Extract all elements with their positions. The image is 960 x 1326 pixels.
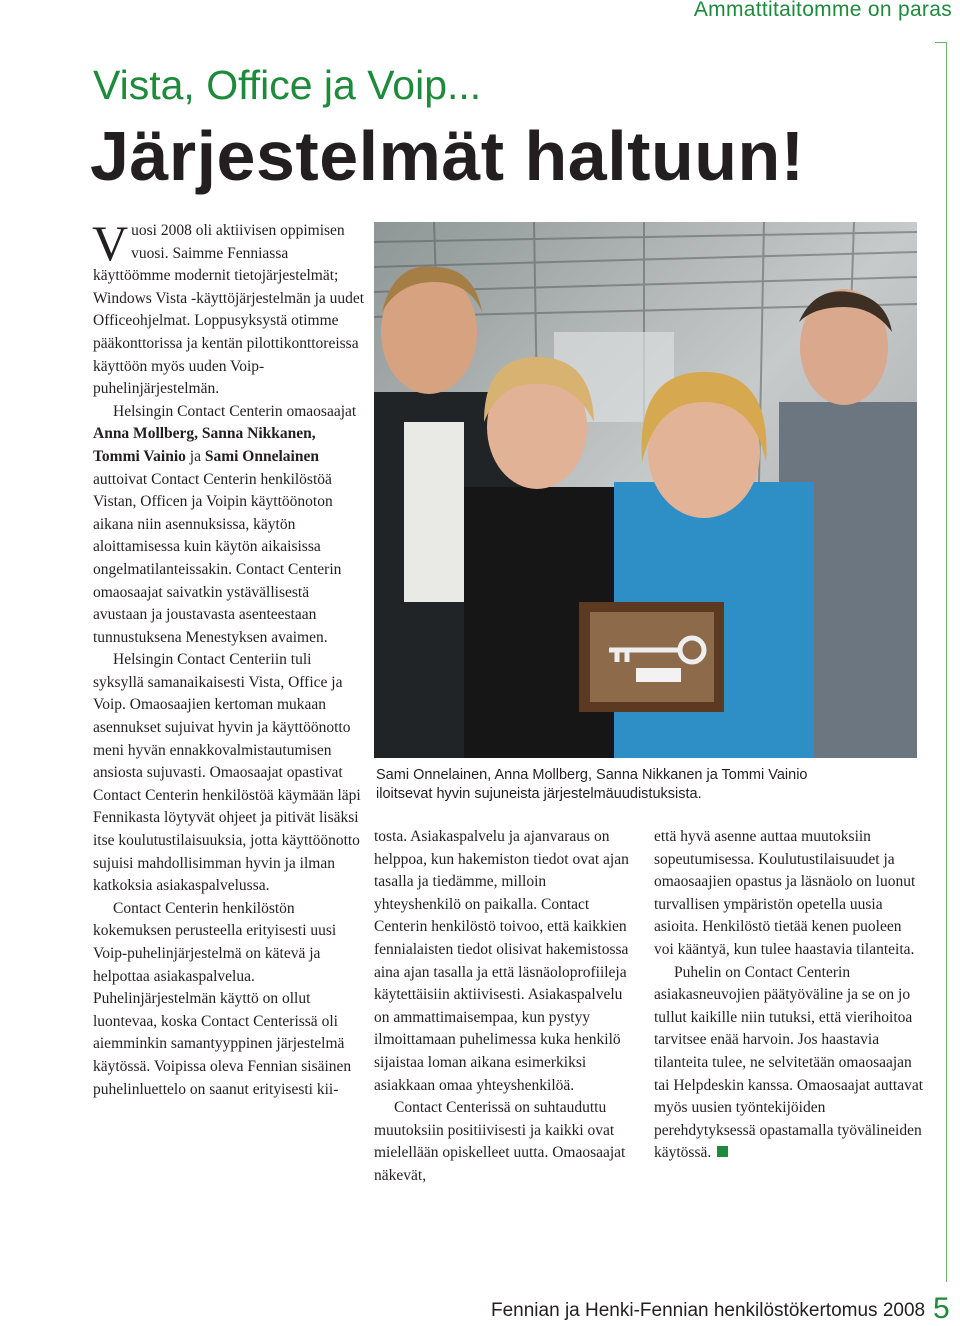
drop-cap: V <box>92 215 129 271</box>
page-number: 5 <box>933 1292 950 1325</box>
paragraph <box>92 215 365 401</box>
article-title: Järjestelmät haltuun! <box>90 117 805 195</box>
section-label: Ammattitaitomme on paras <box>693 0 952 21</box>
paragraph-text: ja <box>185 447 205 465</box>
paragraph <box>654 962 924 1165</box>
paragraph-text: uosi 2008 oli aktiivisen oppimisen vuosi. Saimme Fenniassa käyttöömme modernit tietojärjestelmät; Windows Vista -käyttöjärjestelmän ja uudet Officeohjelmat. Loppusyksystä otimme pääkonttorissa ja kentän pilottikonttoreissa käyttöön myös uuden Voip-puhelinjärjestelmän. <box>93 222 365 398</box>
article-subtitle: Vista, Office ja Voip... <box>93 62 482 108</box>
caption-line: Sami Onnelainen, Anna Mollberg, Sanna Nikkanen ja Tommi Vainio <box>376 767 808 783</box>
article-column-2 <box>374 826 636 1188</box>
paragraph-text: Puhelin on Contact Centerin asiakasneuvojien päätyöväline ja se on jo tullut kaikille niin tutuksi, että vierihoitoa tarvitsee enää harvoin. Jos haastavia tilanteita tulee, ne selvitetään omaosaajan tai Helpdeskin kanssa. Omaosaajat auttavat myös uusien työntekijöiden perehdytyksessä opastamalla työvälineiden käytössä. <box>654 963 924 1162</box>
person-name: Sami Onnelainen <box>204 447 319 465</box>
page-frame-line <box>935 42 947 1282</box>
person-names: Anna Mollberg, Sanna Nikkanen, Tommi Vainio <box>93 425 316 465</box>
article-column-3 <box>654 826 924 1165</box>
paragraph: Contact Centerin henkilöstön kokemuksen perusteella erityisesti uusi Voip-puhelinjärjestelmä on kätevä ja helpottaa asiakaspalvelua. Puhelinjärjestelmän käyttö on ollut luontevaa, koska Contact Centerissä oli aiemminkin samantyyppinen järjestelmä käytössä. Voipissa oleva Fennian sisäinen puhelinluettelo on saanut erityisesti kii- <box>93 899 352 1098</box>
article-column-1 <box>92 215 365 1101</box>
publication-title: Fennian ja Henki-Fennian henkilöstökertomus 2008 <box>491 1300 926 1321</box>
paragraph: tosta. Asiakaspalvelu ja ajanvaraus on helppoa, kun hakemiston tiedot ovat ajan tasalla ja tiedämme, milloin yhteyshenkilö on paikalla. Contact Centerin henkilöstö toivoo, että kaikkien fennialaisten tiedot olisivat hakemistossa aina ajan tasalla ja että läsnäoloprofiileja käytettäisiin aktiivisesti. Asiakaspalvelu on ammattimaisempaa, kun pystyy ilmoittamaan puhelimessa kuka henkilö sijaistaa loman aikana esimerkiksi asiakkaan omaa yhteyshenkilöä. <box>374 828 629 1094</box>
caption-line: iloitsevat hyvin sujuneista järjestelmäuudistuksista. <box>376 786 702 802</box>
paragraph: Contact Centerissä on suhtauduttu muutoksiin positiivisesti ja kaikki ovat mielellään opiskelleet uutta. Omaosaajat näkevät, <box>374 1099 626 1184</box>
paragraph: että hyvä asenne auttaa muutoksiin sopeutumisessa. Koulutustilaisuudet ja omaosaajien opastus ja läsnäolo on luonut turvallisen ympäristön opetella uusia asioita. Henkilöstö tietää kenen puoleen voi kääntyä, kun tulee haastavia tilanteita. <box>654 828 916 958</box>
paragraph-text: auttoivat Contact Centerin henkilöstöä Vistan, Officen ja Voipin käyttöönoton aikana niin asennuksissa, käytön aloittamisessa kuin käytön aikaisissa ongelmatilanteissakin. Contact Centerin omaosaajat saivatkin ystävällisestä avustaan ja joustavasta asenteestaan tunnustuksena Menestyksen avaimen. <box>93 470 342 646</box>
team-photo <box>374 222 917 758</box>
paragraph: Helsingin Contact Centeriin tuli syksyllä samanaikaisesti Vista, Office ja Voip. Omaosaajien kertoman mukaan asennukset sujuivat hyvin ja käyttöönotto meni hyvän ennakkovalmistautumisen ansiosta sujuvasti. Omaosaajat opastivat Contact Centerin henkilöstöä käymään läpi Fennikasta löytyvät ohjeet ja pitivät lisäksi itse koulutustilaisuuksia, jotta käyttöönotto sujuisi mahdollisimman hyvin ja ilman katkoksia asiakaspalvelussa. <box>93 651 361 895</box>
paragraph-text: Helsingin Contact Centerin omaosaajat <box>113 402 357 420</box>
end-mark-icon <box>717 1146 728 1157</box>
photo-caption <box>376 766 936 804</box>
paragraph <box>93 401 365 650</box>
